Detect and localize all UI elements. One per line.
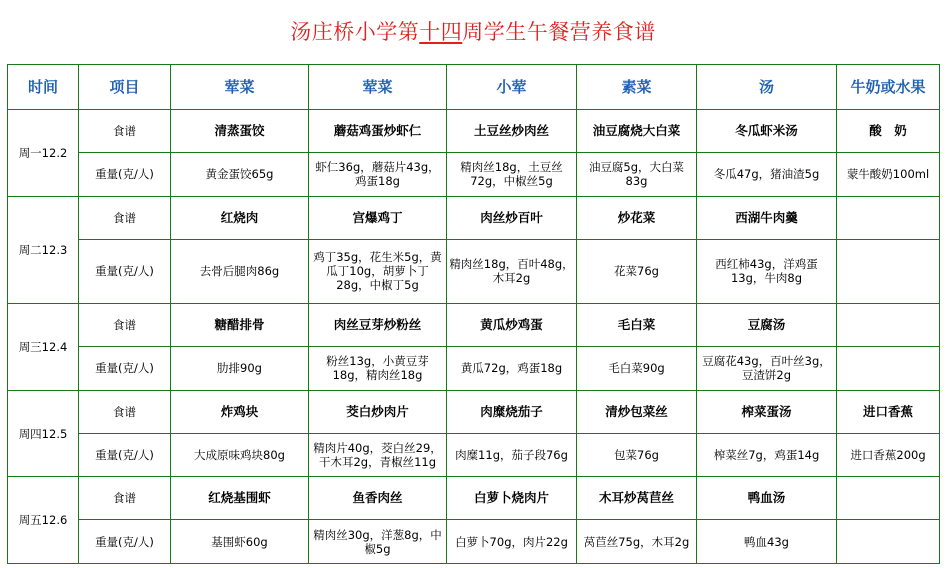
menu-table — [7, 64, 940, 564]
weight-label: 重量(克/人) — [79, 520, 171, 564]
weight-cell: 粉丝13g，小黄豆芽18g，精肉丝18g — [309, 347, 447, 391]
dish-cell: 炒花菜 — [577, 196, 697, 239]
weight-cell: 肋排90g — [171, 347, 309, 391]
title-prefix: 汤庄桥小学第 — [290, 20, 420, 44]
dish-cell: 糖醋排骨 — [171, 304, 309, 347]
dish-cell: 茭白炒肉片 — [309, 390, 447, 433]
dish-cell: 榨菜蛋汤 — [697, 390, 837, 433]
weight-cell: 冬瓜47g，猪油渣5g — [697, 153, 837, 197]
weight-cell: 基围虾60g — [171, 520, 309, 564]
weight-cell: 去骨后腿肉86g — [171, 239, 309, 304]
dish-cell: 红烧肉 — [171, 196, 309, 239]
dish-cell: 鱼香肉丝 — [309, 477, 447, 520]
dish-cell: 黄瓜炒鸡蛋 — [447, 304, 577, 347]
weight-cell: 鸭血43g — [697, 520, 837, 564]
header-soup: 汤 — [697, 65, 837, 110]
dish-cell: 毛白菜 — [577, 304, 697, 347]
table-row — [8, 433, 940, 477]
day-cell: 周三12.4 — [8, 304, 79, 391]
menu-label: 食谱 — [79, 390, 171, 433]
header-meat-dish-2: 荤菜 — [309, 65, 447, 110]
table-row — [8, 304, 940, 347]
day-cell: 周一12.2 — [8, 110, 79, 197]
table-row — [8, 239, 940, 304]
dish-cell: 蘑菇鸡蛋炒虾仁 — [309, 110, 447, 153]
menu-label: 食谱 — [79, 110, 171, 153]
table-row — [8, 110, 940, 153]
dish-cell: 酸 奶 — [837, 110, 940, 153]
weight-cell: 西红柿43g，洋鸡蛋13g，牛肉8g — [697, 239, 837, 304]
header-small-meat: 小荤 — [447, 65, 577, 110]
weight-cell: 白萝卜70g，肉片22g — [447, 520, 577, 564]
table-row — [8, 520, 940, 564]
weight-cell: 精肉丝30g，洋葱8g，中椒5g — [309, 520, 447, 564]
dish-cell: 油豆腐烧大白菜 — [577, 110, 697, 153]
dish-cell: 炸鸡块 — [171, 390, 309, 433]
weight-cell: 虾仁36g，蘑菇片43g，鸡蛋18g — [309, 153, 447, 197]
weight-cell: 榨菜丝7g，鸡蛋14g — [697, 433, 837, 477]
table-row — [8, 196, 940, 239]
weight-label: 重量(克/人) — [79, 153, 171, 197]
header-vegetable: 素菜 — [577, 65, 697, 110]
header-row — [8, 65, 940, 110]
page-title — [0, 0, 946, 62]
dish-cell: 肉丝炒百叶 — [447, 196, 577, 239]
weight-cell: 黄金蛋饺65g — [171, 153, 309, 197]
dish-cell: 土豆丝炒肉丝 — [447, 110, 577, 153]
weight-cell: 鸡丁35g，花生米5g，黄瓜丁10g，胡萝卜丁28g，中椒丁5g — [309, 239, 447, 304]
dish-cell: 木耳炒莴苣丝 — [577, 477, 697, 520]
dish-cell: 肉丝豆芽炒粉丝 — [309, 304, 447, 347]
dish-cell — [837, 477, 940, 520]
dish-cell: 清蒸蛋饺 — [171, 110, 309, 153]
weight-cell: 大成原味鸡块80g — [171, 433, 309, 477]
menu-label: 食谱 — [79, 304, 171, 347]
weight-cell: 蒙牛酸奶100ml — [837, 153, 940, 197]
dish-cell: 清炒包菜丝 — [577, 390, 697, 433]
weight-cell — [837, 347, 940, 391]
weight-label: 重量(克/人) — [79, 347, 171, 391]
dish-cell: 西湖牛肉羹 — [697, 196, 837, 239]
weight-cell — [837, 520, 940, 564]
menu-label: 食谱 — [79, 477, 171, 520]
weight-cell: 精肉丝18g，百叶48g，木耳2g — [447, 239, 577, 304]
day-cell: 周四12.5 — [8, 390, 79, 477]
dish-cell: 红烧基围虾 — [171, 477, 309, 520]
table-row — [8, 477, 940, 520]
weight-cell: 精肉丝18g，土豆丝72g，中椒丝5g — [447, 153, 577, 197]
weight-cell: 精肉片40g，茭白丝29，干木耳2g，青椒丝11g — [309, 433, 447, 477]
weight-cell: 豆腐花43g，百叶丝3g，豆渣饼2g — [697, 347, 837, 391]
weight-cell: 包菜76g — [577, 433, 697, 477]
title-suffix: 周学生午餐营养食谱 — [462, 20, 656, 44]
dish-cell: 宫爆鸡丁 — [309, 196, 447, 239]
dish-cell: 白萝卜烧肉片 — [447, 477, 577, 520]
weight-cell: 进口香蕉200g — [837, 433, 940, 477]
day-cell: 周二12.3 — [8, 196, 79, 304]
header-milk-fruit: 牛奶或水果 — [837, 65, 940, 110]
table-row — [8, 390, 940, 433]
weight-cell: 花菜76g — [577, 239, 697, 304]
day-cell: 周五12.6 — [8, 477, 79, 564]
weight-cell: 油豆腐5g，大白菜83g — [577, 153, 697, 197]
dish-cell: 冬瓜虾米汤 — [697, 110, 837, 153]
table-row — [8, 153, 940, 197]
weight-cell: 黄瓜72g，鸡蛋18g — [447, 347, 577, 391]
title-week-number: 十四 — [419, 20, 463, 44]
weight-label: 重量(克/人) — [79, 239, 171, 304]
weight-label: 重量(克/人) — [79, 433, 171, 477]
weight-cell: 肉糜11g，茄子段76g — [447, 433, 577, 477]
dish-cell: 肉糜烧茄子 — [447, 390, 577, 433]
dish-cell — [837, 196, 940, 239]
header-item: 项目 — [79, 65, 171, 110]
dish-cell: 进口香蕉 — [837, 390, 940, 433]
weight-cell: 毛白菜90g — [577, 347, 697, 391]
dish-cell — [837, 304, 940, 347]
weight-cell: 莴苣丝75g，木耳2g — [577, 520, 697, 564]
menu-label: 食谱 — [79, 196, 171, 239]
dish-cell: 鸭血汤 — [697, 477, 837, 520]
header-meat-dish-1: 荤菜 — [171, 65, 309, 110]
weight-cell — [837, 239, 940, 304]
dish-cell: 豆腐汤 — [697, 304, 837, 347]
table-row — [8, 347, 940, 391]
header-time: 时间 — [8, 65, 79, 110]
